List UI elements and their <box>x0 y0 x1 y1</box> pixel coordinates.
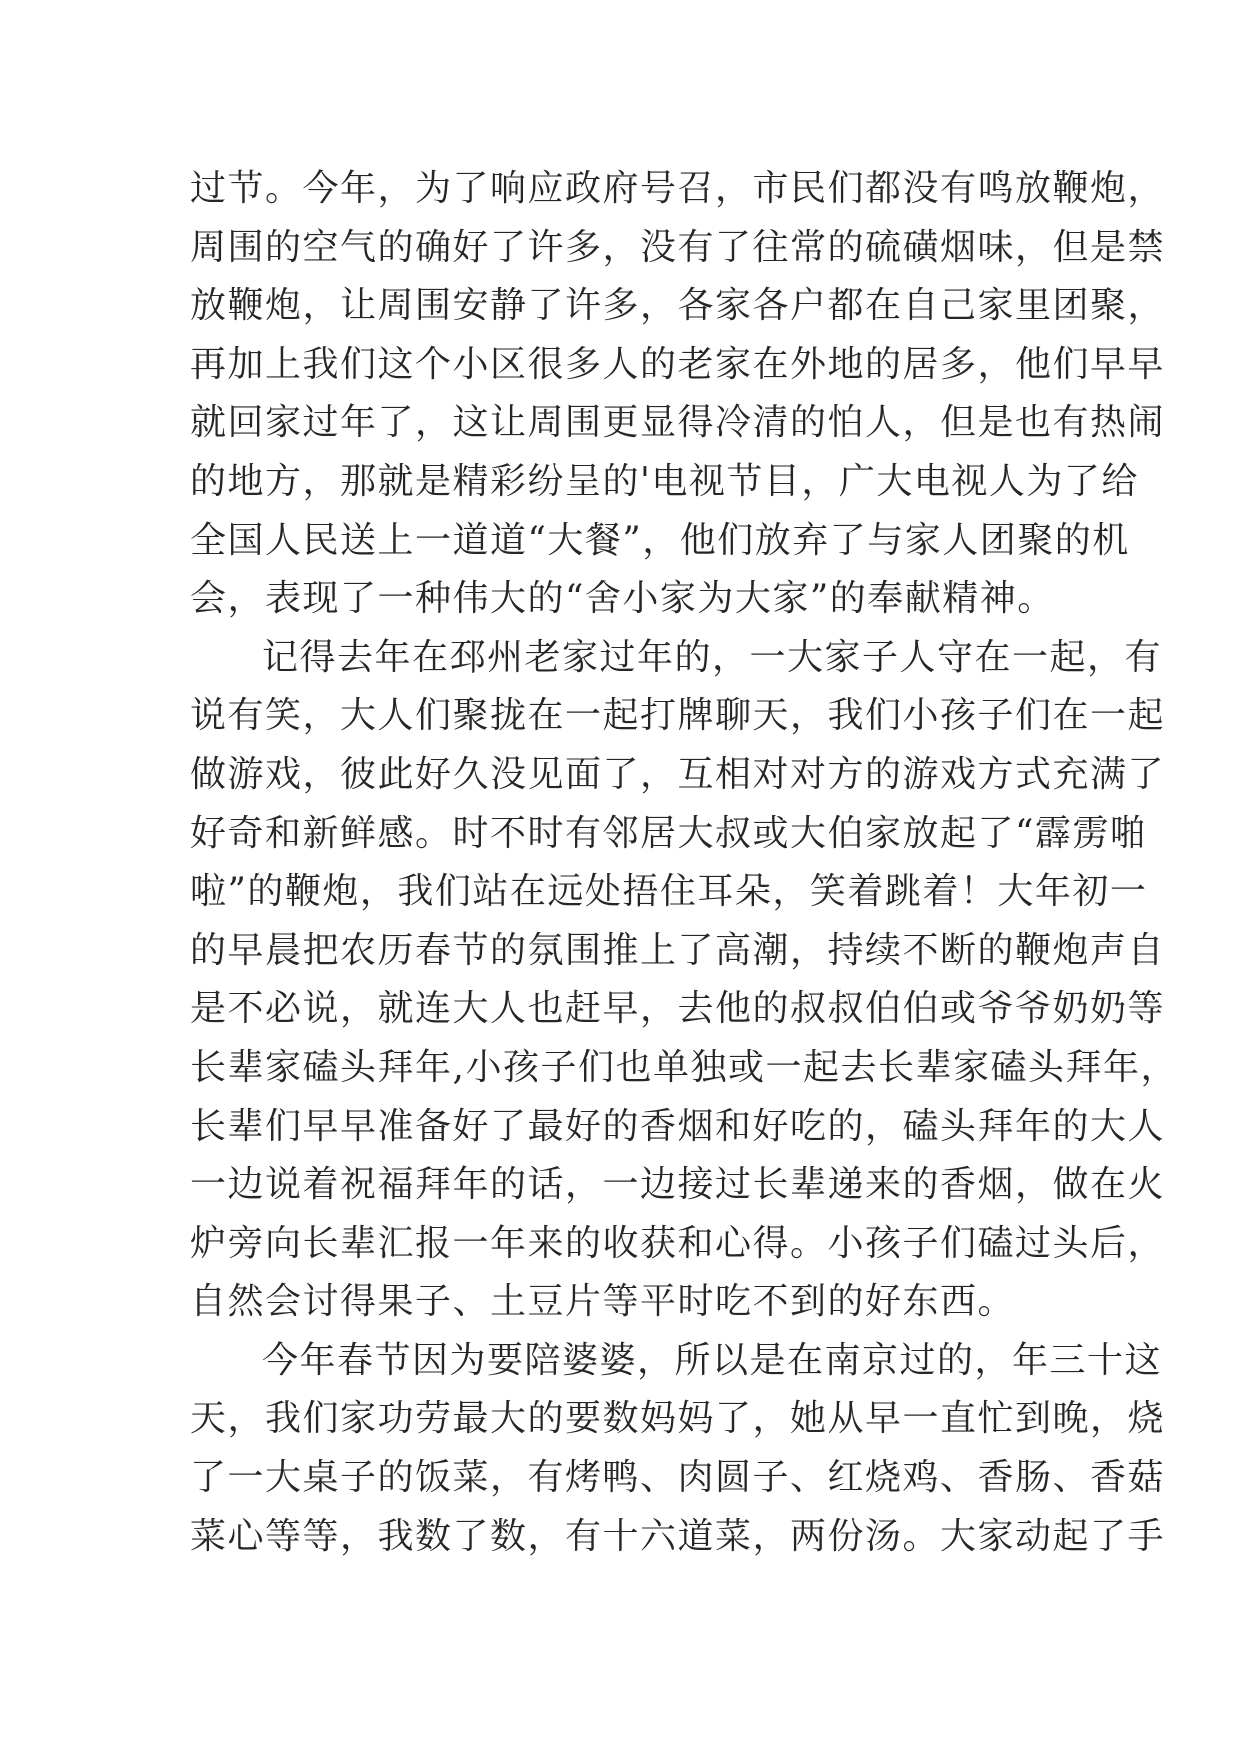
paragraph-3 <box>190 1332 1166 1566</box>
text-line: 再加上我们这个小区很多人的老家在外地的居多，他们早早 <box>190 343 1166 385</box>
text-line: 菜心等等，我数了数，有十六道菜，两份汤。大家动起了手 <box>190 1515 1166 1557</box>
text-line: 炉旁向长辈汇报一年来的收获和心得。小孩子们磕过头后， <box>190 1222 1166 1264</box>
text-line: 长辈们早早准备好了最好的香烟和好吃的，磕头拜年的大人 <box>190 1105 1166 1147</box>
text-line: 放鞭炮，让周围安静了许多，各家各户都在自己家里团聚， <box>190 285 1166 327</box>
text-line: 啦”的鞭炮，我们站在远处捂住耳朵，笑着跳着！大年初一 <box>190 871 1148 913</box>
text-line: 了一大桌子的饭菜，有烤鸭、肉圆子、红烧鸡、香肠、香菇 <box>190 1457 1166 1499</box>
text-line: 做游戏，彼此好久没见面了，互相对对方的游戏方式充满了 <box>190 753 1166 795</box>
text-line: 天，我们家功劳最大的要数妈妈了，她从早一直忙到晚，烧 <box>190 1398 1166 1440</box>
paragraph-2 <box>190 629 1178 1332</box>
text-line: 长辈家磕头拜年,小孩子们也单独或一起去长辈家磕头拜年， <box>190 1046 1178 1088</box>
text-line: 过节。今年，为了响应政府号召，市民们都没有鸣放鞭炮， <box>190 168 1166 209</box>
text-line: 的早晨把农历春节的氛围推上了高潮，持续不断的鞭炮声自 <box>190 929 1166 971</box>
text-line: 说有笑，大人们聚拢在一起打牌聊天，我们小孩子们在一起 <box>190 695 1166 737</box>
text-line: 就回家过年了，这让周围更显得冷清的怕人，但是也有热闹 <box>190 402 1166 444</box>
paragraph-1 <box>190 160 1166 629</box>
text-line: 全国人民送上一道道“大餐”，他们放弃了与家人团聚的机 <box>190 519 1130 561</box>
text-line: 一边说着祝福拜年的话，一边接过长辈递来的香烟，做在火 <box>190 1164 1166 1206</box>
text-line: 好奇和新鲜感。时不时有邻居大叔或大伯家放起了“霹雳啪 <box>190 812 1148 854</box>
article-body <box>190 160 1178 1566</box>
text-line: 周围的空气的确好了许多，没有了往常的硫磺烟味，但是禁 <box>190 226 1166 268</box>
text-line: 记得去年在邳州老家过年的，一大家子人守在一起，有 <box>262 636 1163 678</box>
text-line: 今年春节因为要陪婆婆，所以是在南京过的，年三十这 <box>262 1339 1163 1381</box>
text-line: 会，表现了一种伟大的“舍小家为大家”的奉献精神。 <box>190 578 1055 620</box>
text-line: 的地方，那就是精彩纷呈的'电视节目，广大电视人为了给 <box>190 460 1139 502</box>
text-line: 是不必说，就连大人也赶早，去他的叔叔伯伯或爷爷奶奶等 <box>190 988 1166 1030</box>
text-line: 自然会讨得果子、土豆片等平时吃不到的好东西。 <box>190 1281 1016 1323</box>
